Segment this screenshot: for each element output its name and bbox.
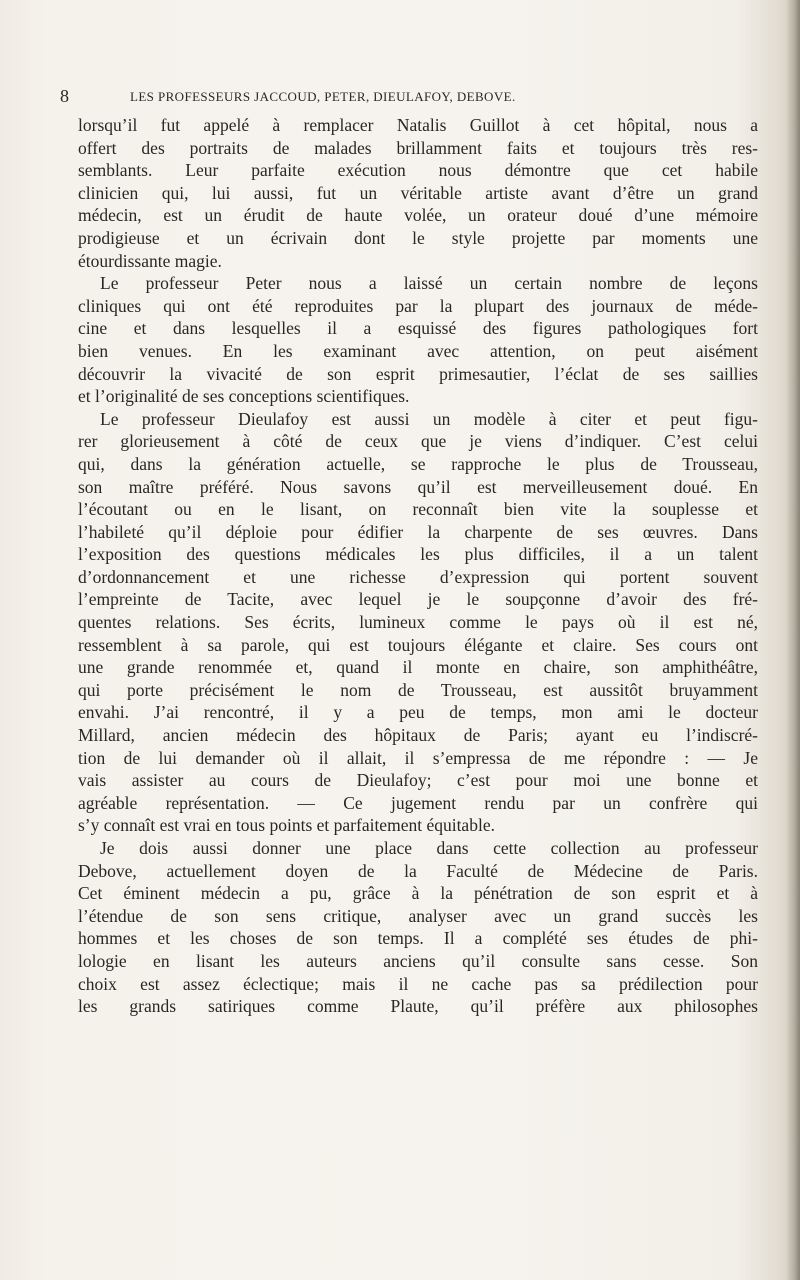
text-line: d’ordonnancement et une richesse d’expression qui portent souvent [78, 566, 758, 587]
text-line: bien venues. En les examinant avec attention, on peut aisément [78, 340, 758, 361]
text-line: tion de lui demander où il allait, il s’empressa de me répondre : — Je [78, 747, 758, 768]
text-line: rer glorieusement à côté de ceux que je viens d’indiquer. C’est celui [78, 431, 758, 452]
text-line: hommes et les choses de son temps. Il a complété ses études de phi- [78, 928, 758, 949]
text-line: s’y connaît est vrai en tous points et parfaitement équitable. [78, 815, 495, 836]
text-line: qui, dans la génération actuelle, se rapproche le plus de Trousseau, [78, 453, 758, 474]
page-header [60, 86, 720, 106]
text-line: les grands satiriques comme Plaute, qu’il préfère aux philosophes [78, 996, 758, 1017]
text-line: l’habileté qu’il déploie pour édifier la charpente de ses œuvres. Dans [78, 521, 758, 542]
text-line: une grande renommée et, quand il monte en chaire, son amphithéâtre, [78, 657, 758, 678]
text-line: l’écoutant ou en le lisant, on reconnaît bien vite la souplesse et [78, 499, 758, 520]
text-line: cine et dans lesquelles il a esquissé des figures pathologiques fort [78, 318, 758, 339]
text-line: semblants. Leur parfaite exécution nous démontre que cet habile [78, 160, 758, 181]
text-line: Le professeur Peter nous a laissé un certain nombre de leçons [100, 273, 758, 294]
text-line: vais assister au cours de Dieulafoy; c’est pour moi une bonne et [78, 770, 758, 791]
text-line: Je dois aussi donner une place dans cette collection au professeur [100, 838, 758, 858]
text-line: lorsqu’il fut appelé à remplacer Natalis Guillot à cet hôpital, nous a [78, 115, 758, 135]
text-line: choix est assez éclectique; mais il ne cache pas sa prédilection pour [78, 973, 758, 994]
text-line: lologie en lisant les auteurs anciens qu’il consulte sans cesse. Son [78, 950, 758, 971]
text-line: prodigieuse et un écrivain dont le style projette par moments une [78, 227, 758, 248]
text-line: offert des portraits de malades brillamment faits et toujours très res- [78, 137, 758, 158]
text-line: Debove, actuellement doyen de la Faculté de Médecine de Paris. [78, 860, 758, 881]
text-line: envahi. J’ai rencontré, il y a peu de temps, mon ami le docteur [78, 702, 758, 723]
text-line: son maître préféré. Nous savons qu’il est merveilleusement doué. En [78, 476, 758, 497]
text-line: clinicien qui, lui aussi, fut un véritable artiste avant d’être un grand [78, 182, 758, 203]
text-line: cliniques qui ont été reproduites par la plupart des journaux de méde- [78, 295, 758, 316]
text-line: ressemblent à sa parole, qui est toujours élégante et claire. Ses cours ont [78, 634, 758, 655]
running-title: LES PROFESSEURS JACCOUD, PETER, DIEULAFOY, DEBOVE. [130, 89, 516, 104]
body-text [78, 114, 758, 1018]
text-line: Le professeur Dieulafoy est aussi un modèle à citer et peut figu- [100, 408, 758, 429]
text-line: l’étendue de son sens critique, analyser avec un grand succès les [78, 905, 758, 926]
text-line: agréable représentation. — Ce jugement rendu par un confrère qui [78, 792, 758, 813]
text-line: et l’originalité de ses conceptions scientifiques. [78, 386, 410, 407]
text-line: Millard, ancien médecin des hôpitaux de Paris; ayant eu l’indiscré- [78, 725, 758, 746]
text-line: l’exposition des questions médicales les plus difficiles, il a un talent [78, 544, 758, 565]
text-line: quentes relations. Ses écrits, lumineux comme le pays où il est né, [78, 612, 758, 633]
page-edge-shadow [786, 0, 800, 1280]
text-line: découvrir la vivacité de son esprit primesautier, l’éclat de ses saillies [78, 363, 758, 384]
page-number: 8 [60, 86, 69, 106]
text-line: l’empreinte de Tacite, avec lequel je le soupçonne d’avoir des fré- [78, 589, 758, 610]
text-line: Cet éminent médecin a pu, grâce à la pénétration de son esprit et à [78, 883, 758, 904]
text-line: étourdissante magie. [78, 250, 222, 271]
text-line: qui porte précisément le nom de Trousseau, est aussitôt bruyamment [78, 679, 758, 700]
text-line: médecin, est un érudit de haute volée, un orateur doué d’une mémoire [78, 205, 758, 226]
